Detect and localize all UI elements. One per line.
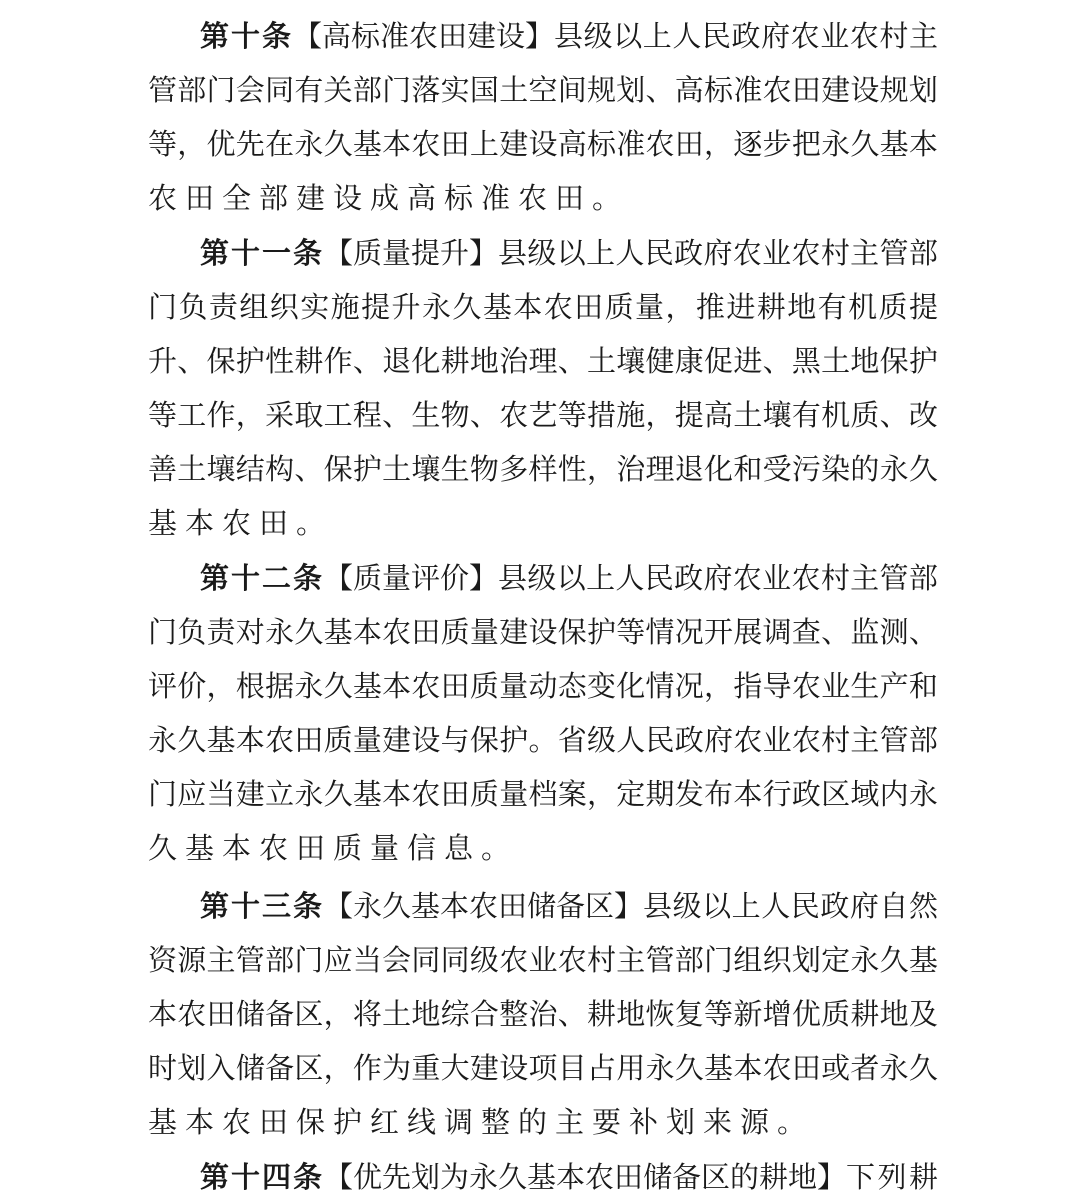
article-10-line-4 — [148, 171, 938, 225]
article-13-title: 【永久基本农田储备区】 — [324, 889, 644, 923]
article-12-text: 县 级 以 上 人 民 政 府 农 业 农 村 主 管 部 — [498, 561, 938, 595]
article-11-text: 等 工 作 ， 采 取 工 程 、 生 物 、 农 艺 等 措 施 ， 提 高 土 壤 有 机 质 、 改 — [148, 398, 938, 432]
article-13-text: 本 农 田 储 备 区 ， 将 土 地 综 合 整 治 、 耕 地 恢 复 等 新 增 优 质 耕 地 及 — [148, 997, 938, 1031]
article-12-line-2 — [148, 605, 938, 659]
article-12-line-4 — [148, 713, 938, 767]
article-11-text: 基本农田。 — [148, 506, 334, 540]
article-11-number: 第十一条 — [200, 236, 325, 270]
article-12-line-1 — [200, 551, 938, 605]
article-13-line-1 — [200, 879, 938, 933]
article-12-line-6 — [148, 821, 938, 875]
article-12-text: 门 应 当 建 立 永 久 基 本 农 田 质 量 档 案 ， 定 期 发 布 本 行 政 区 域 内 永 — [148, 777, 938, 811]
article-14-line-1 — [200, 1150, 938, 1204]
article-11-line-1 — [200, 226, 938, 280]
article-13-text: 基本农田保护红线调整的主要补划来源。 — [148, 1105, 815, 1139]
article-10-line-3 — [148, 117, 938, 171]
article-12-text: 门 负 责 对 永 久 基 本 农 田 质 量 建 设 保 护 等 情 况 开 展 调 查 、 监 测 、 — [148, 615, 938, 649]
article-13-line-4 — [148, 1041, 938, 1095]
article-10-number: 第十条 — [200, 19, 294, 53]
article-11-line-3 — [148, 334, 938, 388]
article-13-text: 县 级 以 上 人 民 政 府 自 然 — [643, 889, 938, 923]
article-11-line-6 — [148, 496, 938, 550]
article-14-number: 第十四条 — [200, 1160, 325, 1194]
article-11-text: 善 土 壤 结 构 、 保 护 土 壤 生 物 多 样 性 ， 治 理 退 化 和 受 污 染 的 永 久 — [148, 452, 938, 486]
article-11-title: 【质量提升】 — [324, 236, 499, 270]
article-12-line-5 — [148, 767, 938, 821]
article-12-number: 第十二条 — [200, 561, 325, 595]
article-10-text: 管 部 门 会 同 有 关 部 门 落 实 国 土 空 间 规 划 、 高 标 准 农 田 建 设 规 划 — [148, 73, 938, 107]
article-12-text: 永 久 基 本 农 田 质 量 建 设 与 保 护 。 省 级 人 民 政 府 农 业 农 村 主 管 部 — [148, 723, 938, 757]
article-10-line-2 — [148, 63, 938, 117]
article-13-text: 资 源 主 管 部 门 应 当 会 同 同 级 农 业 农 村 主 管 部 门 组 织 划 定 永 久 基 — [148, 943, 938, 977]
article-13-text: 时 划 入 储 备 区 ， 作 为 重 大 建 设 项 目 占 用 永 久 基 本 农 田 或 者 永 久 — [148, 1051, 938, 1085]
article-10-text: 县 级 以 上 人 民 政 府 农 业 农 村 主 — [554, 19, 938, 53]
article-13-line-2 — [148, 933, 938, 987]
article-14-text: 下 列 耕 — [846, 1160, 938, 1194]
article-11-line-2 — [148, 280, 938, 334]
article-11-line-5 — [148, 442, 938, 496]
article-13-line-5 — [148, 1095, 938, 1149]
article-12-text: 评 价 ， 根 据 永 久 基 本 农 田 质 量 动 态 变 化 情 况 ， 指 导 农 业 生 产 和 — [148, 669, 938, 703]
article-11-text: 门 负 责 组 织 实 施 提 升 永 久 基 本 农 田 质 量 ， 推 进 耕 地 有 机 质 提 — [148, 290, 938, 324]
article-12-line-3 — [148, 659, 938, 713]
article-11-text: 升 、 保 护 性 耕 作 、 退 化 耕 地 治 理 、 土 壤 健 康 促 进 、 黑 土 地 保 护 — [148, 344, 938, 378]
article-12-title: 【质量评价】 — [324, 561, 499, 595]
article-11-line-4 — [148, 388, 938, 442]
article-11-text: 县 级 以 上 人 民 政 府 农 业 农 村 主 管 部 — [498, 236, 938, 270]
article-10-text: 农田全部建设成高标准农田。 — [148, 181, 630, 215]
article-13-line-3 — [148, 987, 938, 1041]
article-10-text: 等 ， 优 先 在 永 久 基 本 农 田 上 建 设 高 标 准 农 田 ， 逐 步 把 永 久 基 本 — [148, 127, 938, 161]
article-13-number: 第十三条 — [200, 889, 325, 923]
article-10-line-1 — [200, 9, 938, 63]
article-12-text: 久基本农田质量信息。 — [148, 831, 519, 865]
article-14-title: 【优先划为永久基本农田储备区的耕地】 — [324, 1160, 847, 1194]
article-10-title: 【高标准农田建设】 — [293, 19, 555, 53]
